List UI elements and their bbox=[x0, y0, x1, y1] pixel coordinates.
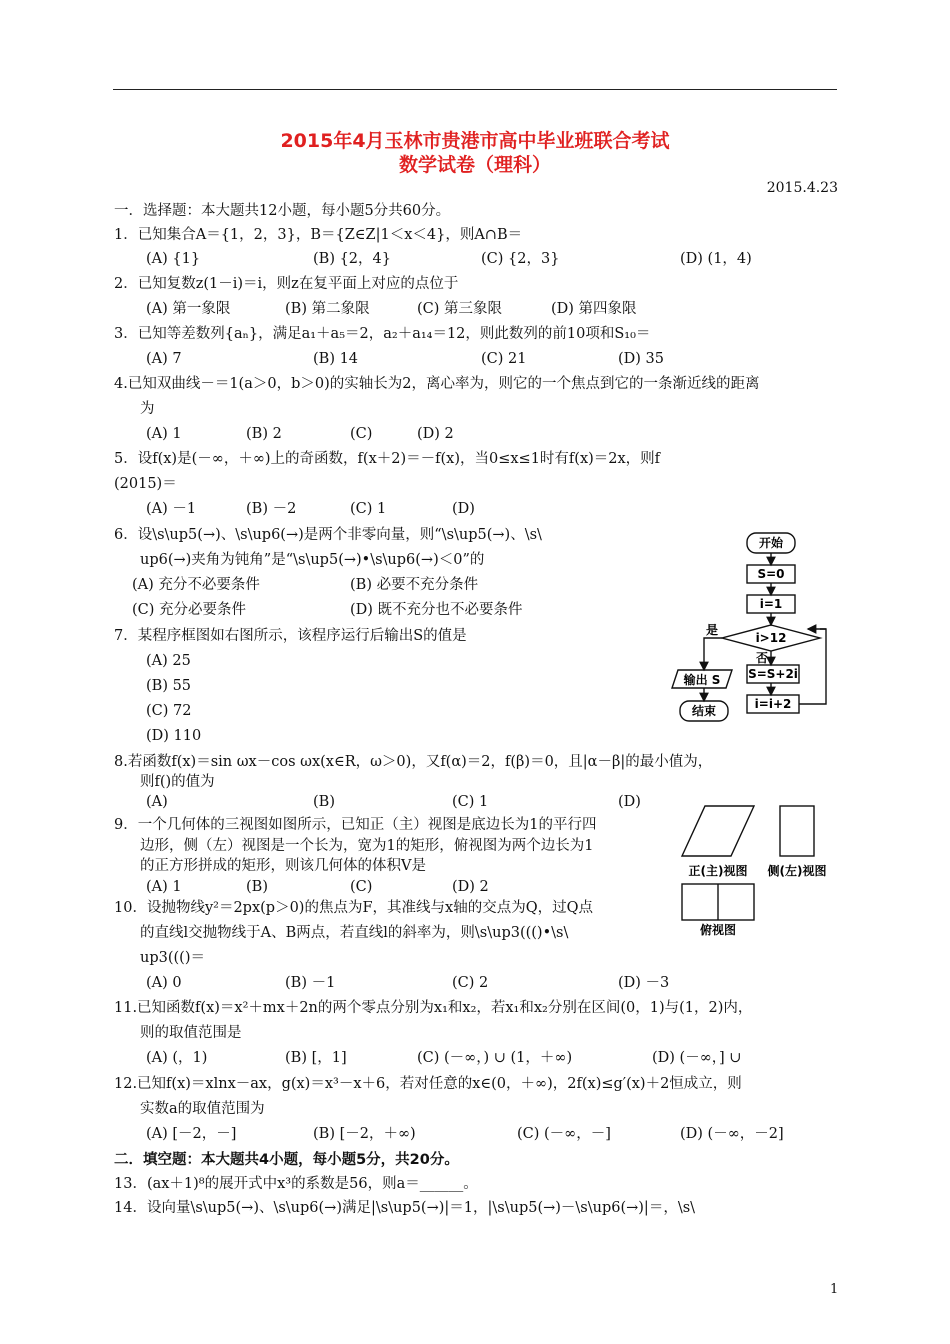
q9-stem: 9．一个几何体的三视图如图所示，已知正（主）视图是底边长为1的平行四 bbox=[114, 817, 597, 833]
q12-option-c: (C) (－∞，－] bbox=[517, 1126, 611, 1142]
top-view-label: 俯视图 bbox=[699, 923, 737, 937]
three-view-figure bbox=[678, 800, 838, 940]
q12-stem: 12.已知f(x)＝xlnx－ax，g(x)＝x³－x＋6，若对任意的x∈(0，＋∞)，2f(x)≤g′(x)＋2恒成立，则 bbox=[114, 1076, 742, 1092]
flow-init-i-label: i=1 bbox=[759, 597, 783, 611]
q11-option-d: (D) (－∞，] ∪ bbox=[652, 1050, 742, 1066]
q3-option-a: (A) 7 bbox=[146, 351, 182, 367]
q5-option-a: (A) －1 bbox=[146, 501, 197, 517]
q4-option-b: (B) 2 bbox=[246, 426, 282, 442]
q12-stem-cont: 实数a的取值范围为 bbox=[140, 1101, 265, 1117]
q8-option-d: (D) bbox=[618, 794, 641, 810]
q5-option-d: (D) bbox=[452, 501, 475, 517]
q10-stem-cont1: 的直线l交抛物线于A、B两点，若直线l的斜率为，则\s\up3((()•\s\ bbox=[140, 925, 569, 941]
q4-stem: 4.已知双曲线－＝1(a＞0，b＞0)的实轴长为2，离心率为，则它的一个焦点到它的一条渐近线的距离 bbox=[114, 376, 760, 392]
q5-stem-cont: (2015)＝ bbox=[114, 476, 177, 492]
front-view-shape bbox=[682, 806, 754, 856]
q14-stem: 14．设向量\s\up5(→)、\s\up6(→)满足|\s\up5(→)|＝1，|\s\up5(→)－\s\up6(→)|＝，\s\ bbox=[114, 1200, 696, 1216]
header-rule bbox=[113, 89, 837, 90]
flow-start-label: 开始 bbox=[758, 536, 784, 550]
q1-stem: 1．已知集合A＝{1，2，3}，B＝{Z∈Z|1＜x＜4}，则A∩B＝ bbox=[114, 227, 523, 243]
q1-option-c: (C) {2，3} bbox=[481, 251, 560, 267]
flow-condition-label: i>12 bbox=[755, 631, 787, 645]
q3-option-b: (B) 14 bbox=[313, 351, 359, 367]
section1-heading: 一．选择题：本大题共12小题，每小题5分共60分。 bbox=[114, 203, 451, 219]
q12-option-b: (B) [－2，＋∞) bbox=[313, 1126, 416, 1142]
side-view-label: 侧(左)视图 bbox=[767, 864, 827, 878]
q7-option-b: (B) 55 bbox=[146, 678, 192, 694]
page-number: 1 bbox=[830, 1282, 839, 1297]
q2-option-c: (C) 第三象限 bbox=[417, 301, 503, 317]
q9-option-a: (A) 1 bbox=[146, 879, 182, 895]
flow-end-label: 结束 bbox=[691, 704, 717, 718]
q11-option-b: (B) [，1] bbox=[285, 1050, 347, 1066]
q8-stem: 8.若函数f(x)＝sin ωx－cos ωx(x∈R，ω＞0)，又f(α)＝2，f(β)＝0，且|α－β|的最小值为， bbox=[114, 754, 713, 770]
q2-stem: 2．已知复数z(1－i)＝i，则z在复平面上对应的点位于 bbox=[114, 276, 459, 292]
q1-option-d: (D) (1，4) bbox=[680, 251, 752, 267]
flow-output-label: 输出 S bbox=[683, 673, 721, 687]
q3-stem: 3．已知等差数列{aₙ}，满足a₁＋a₅＝2，a₂＋a₁₄＝12，则此数列的前10项和S₁₀＝ bbox=[114, 326, 651, 342]
q8-option-c: (C) 1 bbox=[452, 794, 489, 810]
q2-option-a: (A) 第一象限 bbox=[146, 301, 231, 317]
q3-option-d: (D) 35 bbox=[618, 351, 664, 367]
q9-stem-cont2: 的正方形拼成的矩形，则该几何体的体积V是 bbox=[140, 858, 426, 874]
q8-stem-cont: 则f()的值为 bbox=[140, 774, 215, 790]
q6-option-a: (A) 充分不必要条件 bbox=[132, 577, 260, 593]
q12-option-a: (A) [－2，－] bbox=[146, 1126, 237, 1142]
q10-stem: 10．设抛物线y²＝2px(p＞0)的焦点为F，其准线与x轴的交点为Q，过Q点 bbox=[114, 900, 593, 916]
q5-option-b: (B) －2 bbox=[246, 501, 297, 517]
q8-option-b: (B) bbox=[313, 794, 335, 810]
q1-option-a: (A) {1} bbox=[146, 251, 201, 267]
flow-update-s-label: S=S+2i bbox=[748, 667, 798, 681]
q9-option-d: (D) 2 bbox=[452, 879, 489, 895]
flow-init-s-label: S=0 bbox=[757, 567, 785, 581]
q12-option-d: (D) (－∞，－2] bbox=[680, 1126, 784, 1142]
q5-stem: 5．设f(x)是(－∞，＋∞)上的奇函数，f(x＋2)＝－f(x)，当0≤x≤1时有f(x)＝2x，则f bbox=[114, 451, 661, 467]
q5-option-c: (C) 1 bbox=[350, 501, 387, 517]
q1-option-b: (B) {2，4} bbox=[313, 251, 391, 267]
q6-option-d: (D) 既不充分也不必要条件 bbox=[350, 602, 523, 618]
q8-option-a: (A) bbox=[146, 794, 168, 810]
q4-option-d: (D) 2 bbox=[417, 426, 454, 442]
q6-option-c: (C) 充分必要条件 bbox=[132, 602, 247, 618]
q2-option-b: (B) 第二象限 bbox=[285, 301, 370, 317]
q10-stem-cont2: up3((()＝ bbox=[140, 950, 205, 966]
q2-option-d: (D) 第四象限 bbox=[551, 301, 637, 317]
q6-stem-cont: up6(→)夹角为钝角”是“\s\up5(→)•\s\up6(→)＜0”的 bbox=[140, 552, 485, 568]
q10-option-d: (D) －3 bbox=[618, 975, 670, 991]
flow-no-label: 否 bbox=[755, 651, 769, 665]
q6-stem: 6．设\s\up5(→)、\s\up6(→)是两个非零向量，则“\s\up5(→)、\s\ bbox=[114, 527, 542, 543]
exam-subtitle: 数学试卷（理科） bbox=[398, 154, 551, 176]
flow-yes-label: 是 bbox=[705, 623, 719, 637]
q11-option-c: (C) (－∞，) ∪ (1，＋∞) bbox=[417, 1050, 573, 1066]
q9-option-c: (C) bbox=[350, 879, 373, 895]
q3-option-c: (C) 21 bbox=[481, 351, 527, 367]
q13-stem: 13．(ax＋1)⁸的展开式中x³的系数是56，则a＝______。 bbox=[114, 1176, 478, 1192]
q7-stem: 7．某程序框图如右图所示，该程序运行后输出S的值是 bbox=[114, 628, 467, 644]
q10-option-c: (C) 2 bbox=[452, 975, 489, 991]
q11-stem-cont: 则的取值范围是 bbox=[140, 1025, 242, 1041]
q6-option-b: (B) 必要不充分条件 bbox=[350, 577, 479, 593]
q11-option-a: (A) (，1) bbox=[146, 1050, 208, 1066]
q9-stem-cont1: 边形，侧（左）视图是一个长为，宽为1的矩形，俯视图为两个边长为1 bbox=[140, 838, 594, 854]
q4-option-c: (C) bbox=[350, 426, 373, 442]
section2-heading: 二．填空题：本大题共4小题，每小题5分，共20分。 bbox=[114, 1152, 459, 1168]
program-flowchart bbox=[660, 525, 840, 725]
q9-option-b: (B) bbox=[246, 879, 268, 895]
q10-option-b: (B) －1 bbox=[285, 975, 336, 991]
q4-stem-cont: 为 bbox=[140, 401, 155, 417]
flow-update-i-label: i=i+2 bbox=[754, 697, 792, 711]
exam-title: 2015年4月玉林市贵港市高中毕业班联合考试 bbox=[280, 130, 670, 152]
exam-date: 2015.4.23 bbox=[766, 180, 838, 196]
q7-option-c: (C) 72 bbox=[146, 703, 192, 719]
q11-stem: 11.已知函数f(x)＝x²＋mx＋2n的两个零点分别为x₁和x₂，若x₁和x₂分别在区间(0，1)与(1，2)内， bbox=[114, 1000, 753, 1016]
q7-option-d: (D) 110 bbox=[146, 728, 202, 744]
q7-option-a: (A) 25 bbox=[146, 653, 191, 669]
q10-option-a: (A) 0 bbox=[146, 975, 182, 991]
front-view-label: 正(主)视图 bbox=[688, 864, 748, 878]
side-view-shape bbox=[780, 806, 814, 856]
q4-option-a: (A) 1 bbox=[146, 426, 182, 442]
